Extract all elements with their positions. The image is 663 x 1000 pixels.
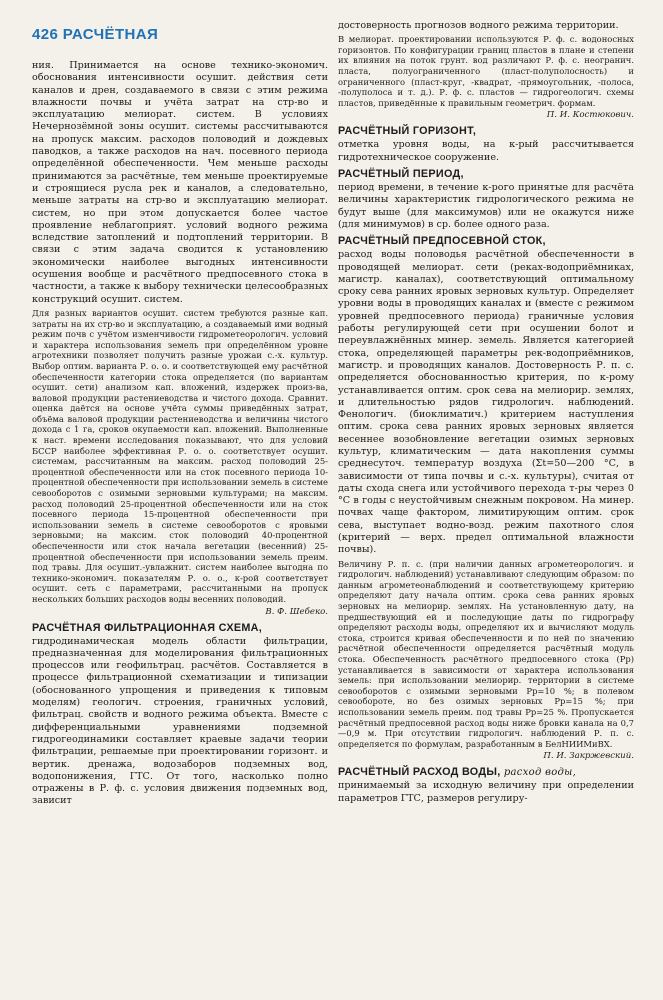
paragraph: гидродинамическая модель области фильтрации, предназначенная для моделирования фильтрационных процессов или геофильтрац. расчётов. Составляется в процессе фильтрационной схематизации и типизации (обоснованного упрощения и приведения к типовым моделям) геологич. строения, граничных условий, фильтрац. свойств и водного режима объекта. Вместе с дифференциальными уравнениями подземной гидрогеодинамики составляет краевые задачи теории фильтрации, решаемые при проектировании горизонт. и вертик. дренажа, водозаборов подземных вод, водопонижения, ГТС. От того, насколько полно отражены в Р. ф. с. условия движения подземных вод, зависит [32,635,328,807]
page-header: 426 РАСЧЁТНАЯ [32,26,159,43]
entry-heading-subtitle: расход воды, [503,767,577,779]
small-print-paragraph: В мелиорат. проектировании используются Р. ф. с. водоносных горизонтов. По конфигурации границ пластов в плане и степени их влияния на поток грунт. вод различают Р. ф. с. неогранич. пласта, полуограниченного (пласт-полуполосность) и ограниченного (пласт-круг, -квадрат, -прямоугольник, -полоса, -полуполоса и т. д.). Р. ф. с. пластов — гидрогеологич. схемы пластов, приведённые к правильным геометрич. формам. [338,34,634,108]
entry-heading [338,766,634,779]
author-signature: П. И. Костюкович. [546,110,634,121]
author-signature: П. И. Закржевский. [543,751,634,762]
entry-heading: РАСЧЁТНЫЙ ПЕРИОД, [338,168,464,181]
entry-heading-title: РАСЧЁТНЫЙ РАСХОД ВОДЫ, [338,766,501,779]
entry-heading: РАСЧЁТНЫЙ ПРЕДПОСЕВНОЙ СТОК, [338,235,546,248]
paragraph: достоверность прогнозов водного режима территории. [338,20,619,31]
paragraph: период времени, в течение к-рого принятые для расчёта величины характеристик гидрологического режима не будут выше (для максимумов) или не окажутся ниже (для минимумов) в ср. более одного раза. [338,182,634,230]
small-print-paragraph: Величину Р. п. с. (при наличии данных агрометеорологич. и гидрологич. наблюдений) устанавливают следующим образом: по данным агрометеонаблюдений и соответствующему критерию определяют дату начала оптим. срока сева ранних яровых зерновых на мелиорир. землях. На установленную дату, на предшествующий ей и последующие даты по гидрографу определяют расходы воды, определяют их и вычисляют модуль стока, строится кривая обеспеченности и по ней по значению расчётной обеспеченности определяется расчётный модуль стока. Обеспеченность расчётного предпосевного стока (Pр) устанавливается в зависимости от характера использования земель: при использовании мелиорир. территории в системе севооборотов с озимыми зерновыми Pр=10 %; в полевом севообороте, но без озимых зерновых Pр=15 %; при использовании земель преим. под травы Pр=25 %. Пропускается расчётный предпосевной расход воды ниже бровки канала на 0,7—0,9 м. При отсутствии гидрологич. наблюдений Р. п. с. определяется по формулам, разработанным в БелНИИМиВХ. [338,558,634,749]
paragraph: ния. Принимается на основе технико-экономич. обоснования интенсивности осушит. действия сети каналов и дрен, создаваемого в связи с этим режима влажности почвы и учёта затрат на стр-во и эксплуатацию мелиорат. систем. В условиях Нечернозёмной зоны осушит. системы рассчитываются на пропуск максим. расходов половодий и дождевых паводков, а также расходов на нач. посевного периода определённой обеспеченности. Чем меньше расходы принимаются за расчётные, тем меньше проектируемые и строящиеся русла рек и каналов, а следовательно, меньше затраты на стр-во и эксплуатацию мелиорат. систем, но при этом допускается более частое проявление неблагоприят. условий водного режима вследствие затоплений и подтоплений территории. В связи с этим задача сводится к установлению экономически наиболее выгодных интенсивности осушения вообще и расчётного предпосевного стока в частности, а также к выбору технически целесообразных конструкций осушит. систем. [32,60,328,305]
paragraph: принимаемый за исходную величину при определении параметров ГТС, размеров регулиру- [338,780,634,804]
author-signature: В. Ф. Шебеко. [265,606,328,617]
left-column [32,60,328,985]
entry-heading: РАСЧЁТНАЯ ФИЛЬТРАЦИОННАЯ СХЕМА, [32,621,263,634]
paragraph: отметка уровня воды, на к-рый рассчитывается гидротехническое сооружение. [338,139,634,163]
right-column [338,20,634,985]
small-print-paragraph: Для разных вариантов осушит. систем требуются разные кап. затраты на их стр-во и эксплуатацию, а создаваемый ими водный режим почв с учётом изменчивости гидрометеорологич. условий и характера использования земель при определённом уровне агротехники позволяет получить разные урожаи с.-х. культур. Выбор оптим. варианта Р. о. о. и соответствующей ему расчётной обеспеченности категории стока определяется (по вариантам осушит. сети) анализом кап. вложений, издержек произ-ва, валовой продукции растениеводства и чистого дохода. Сравнит. оценка даётся на основе учёта суммы приведённых затрат, объёма валовой продукции растениеводства и величины чистого дохода с 1 га, сроков окупаемости кап. вложений. Выполненные к наст. времени исследования показывают, что для условий БССР наиболее эффективная Р. о. о. соответствует осушит. системам, рассчитанным на максим. расход половодий 25-процентной обеспеченности или на сток посевного периода 10-процентной обеспеченности при использовании земель в системе севооборотов с озимыми зерновыми культурами; на максим. расход половодий 25-процентной обеспеченности или на сток посевного периода 15-процентной обеспеченности при использовании земель в системе севооборотов с яровыми зерновыми; на максим. сток половодий 40-процентной обеспеченности или сток начала вегетации (весенний) 25-процентной обеспеченности при использовании земель преим. под травы. Для осушит.-увлажнит. систем наиболее выгодна по технико-экономич. показателям Р. о. о., к-рой соответствует осушит. сеть с параметрами, рассчитанными на пропуск нескольких больших расходов воды весенних половодий. [32,307,328,604]
paragraph: расход воды половодья расчётной обеспеченности в проводящей мелиорат. сети (реках-водоприёмниках, магистр. каналах), соответствующий оптимальному сроку сева ранних яровых зерновых культур. Определяет уровни воды в проводящих каналах и (вместе с режимом уровней предпосевного периода) граничные условия работы регулирующей сети при осушении болот и переувлажнённых минер. земель. Является категорией стока, определяющей параметры рек-водоприёмников, магистр. и проводящих каналов. Достоверность Р. п. с. определяется обоснованностью критерия, по к-рому устанавливается оптим. срок сева на мелиорир. землях, и длительностью рядов гидрологич. наблюдений. Фенологич. (биоклиматич.) критерием наступления оптим. срока сева ранних яровых зерновых является весеннее возобновление вегетации озимых зерновых культур, климатическим — дата накопления суммы среднесуточ. температур воздуха (Σt=50—200 °С, в зависимости от типа почвы и с.-х. культуры), считая от даты схода снега или устойчивого перехода т-ры через 0 °С в годы с неустойчивым снежным покровом. На минер. почвах чаще фактором, лимитирующим оптим. срок сева, выступает водно-возд. режим пахотного слоя (критерий — верх. предел оптимальной влажности почвы). [338,249,634,556]
entry-heading: РАСЧЁТНЫЙ ГОРИЗОНТ, [338,125,477,138]
